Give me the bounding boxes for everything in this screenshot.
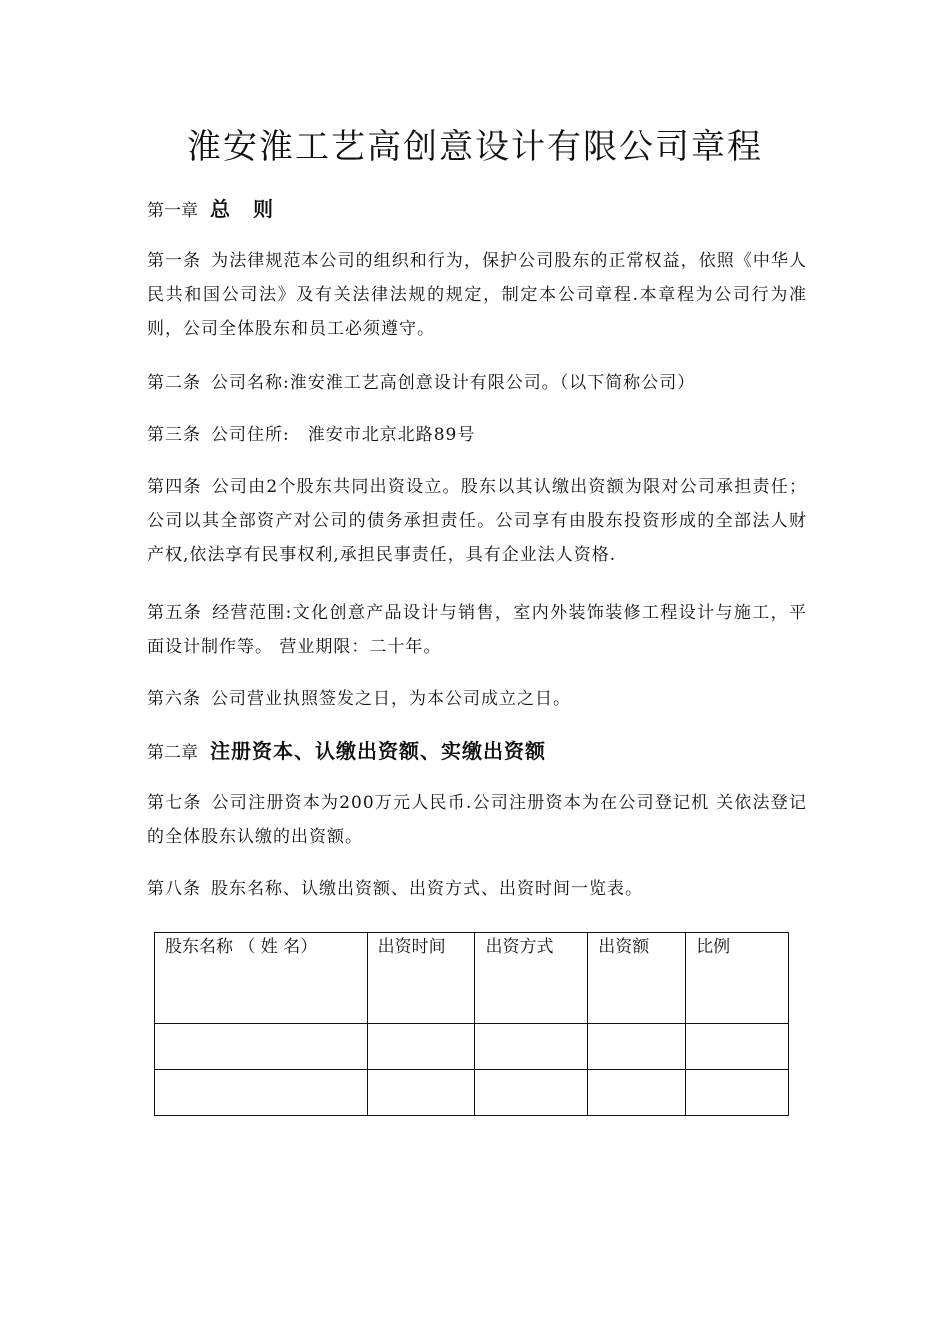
table-header-cell: 出资时间 — [367, 933, 475, 1024]
article-2 — [147, 366, 807, 400]
article-text: 股东名称、认缴出资额、出资方式、出资时间一览表。 — [211, 879, 643, 899]
article-6 — [147, 682, 807, 716]
article-8 — [147, 872, 807, 906]
chapter-2-heading — [147, 736, 817, 768]
article-number: 第八条 — [147, 879, 201, 899]
table-cell — [155, 1024, 368, 1070]
table-cell — [588, 1070, 686, 1116]
table-cell — [367, 1024, 475, 1070]
shareholder-table — [154, 932, 789, 1116]
chapter-name: 总 则 — [210, 197, 281, 221]
article-text: 公司营业执照签发之日，为本公司成立之日。 — [211, 689, 571, 709]
table-cell — [686, 1070, 789, 1116]
table-row — [155, 1024, 789, 1070]
article-number: 第四条 — [147, 477, 202, 497]
table-header-cell: 股东名称 （ 姓 名） — [155, 933, 368, 1024]
article-4 — [147, 470, 807, 572]
article-7 — [147, 786, 807, 854]
chapter-name: 注册资本、认缴出资额、实缴出资额 — [210, 739, 546, 763]
table-cell — [588, 1024, 686, 1070]
chapter-number: 第二章 — [147, 743, 198, 763]
article-text: 公司住所: 淮安市北京北路89号 — [211, 425, 476, 445]
table-header-row — [155, 933, 789, 1024]
article-text: 公司注册资本为200万元人民币.公司注册资本为在公司登记机 关依法登记的全体股东认缴的出资额。 — [147, 793, 807, 847]
article-number: 第六条 — [147, 689, 201, 709]
article-number: 第二条 — [147, 373, 201, 393]
chapter-number: 第一章 — [147, 201, 198, 221]
article-text: 公司由2个股东共同出资设立。股东以其认缴出资额为限对公司承担责任；公司以其全部资产对公司的债务承担责任。公司享有由股东投资形成的全部法人财产权,依法享有民事权利,承担民事责任，具有企业法人资格. — [147, 477, 807, 565]
article-number: 第七条 — [147, 793, 202, 813]
article-1 — [147, 244, 807, 346]
article-text: 为法律规范本公司的组织和行为，保护公司股东的正常权益，依照《中华人民共和国公司法》及有关法律法规的规定，制定本公司章程.本章程为公司行为准则，公司全体股东和员工必须遵守。 — [147, 251, 807, 339]
table-cell — [155, 1070, 368, 1116]
table-cell — [686, 1024, 789, 1070]
table-row — [155, 1070, 789, 1116]
table-header-cell: 出资额 — [588, 933, 686, 1024]
article-number: 第三条 — [147, 425, 201, 445]
article-text: 公司名称:淮安淮工艺高创意设计有限公司。（以下简称公司） — [211, 373, 696, 393]
article-5 — [147, 596, 807, 664]
article-text: 经营范围:文化创意产品设计与销售，室内外装饰装修工程设计与施工，平面设计制作等。 营业期限：二十年。 — [147, 603, 807, 657]
chapter-1-heading — [147, 194, 817, 226]
article-number: 第五条 — [147, 603, 203, 623]
article-3 — [147, 418, 807, 452]
table-cell — [475, 1024, 588, 1070]
table-cell — [475, 1070, 588, 1116]
table-cell — [367, 1070, 475, 1116]
table-header-cell: 出资方式 — [475, 933, 588, 1024]
article-number: 第一条 — [147, 251, 202, 271]
document-title: 淮安淮工艺高创意设计有限公司章程 — [187, 127, 763, 167]
table-header-cell: 比例 — [686, 933, 789, 1024]
